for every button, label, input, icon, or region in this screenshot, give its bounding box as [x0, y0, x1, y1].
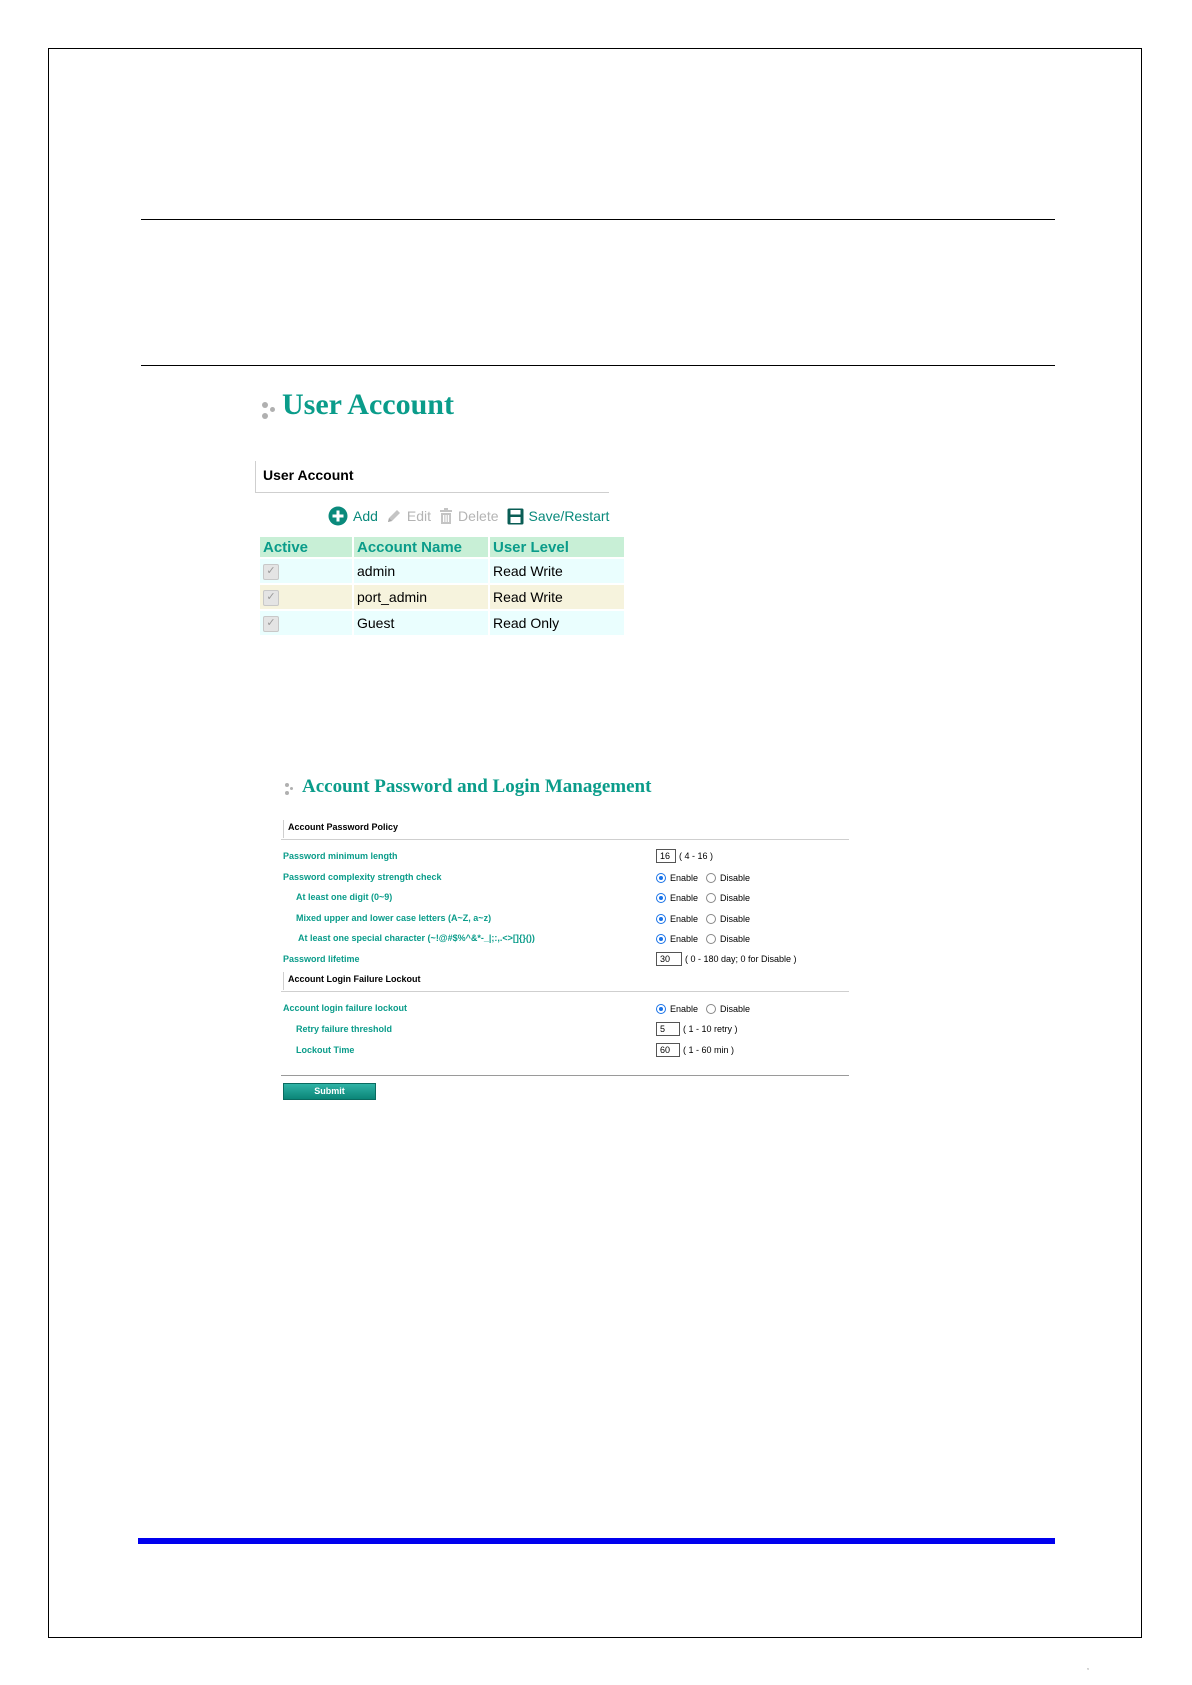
- column-header-active: Active: [260, 537, 352, 557]
- lifetime-label: Password lifetime: [283, 954, 360, 964]
- mixed-case-enable-radio[interactable]: [656, 914, 666, 924]
- page-title: User Account: [282, 388, 454, 421]
- section-heading-label: User Account: [263, 467, 354, 483]
- lockout-time-input[interactable]: 60: [656, 1043, 680, 1057]
- header-rule-bottom: [141, 365, 1055, 366]
- user-level-cell: Read Only: [490, 611, 624, 635]
- delete-button[interactable]: [439, 507, 498, 525]
- page-corner-mark: ,: [1087, 1664, 1089, 1671]
- lockout-heading-rule: [281, 991, 849, 992]
- plus-circle-icon: [328, 506, 348, 526]
- active-checkbox[interactable]: ✓: [263, 590, 279, 606]
- active-checkbox[interactable]: ✓: [263, 564, 279, 580]
- retry-label: Retry failure threshold: [296, 1024, 393, 1034]
- add-label: Add: [353, 508, 378, 524]
- lockout-disable-radio[interactable]: [706, 1004, 716, 1014]
- retry-input[interactable]: 5: [656, 1022, 680, 1036]
- lockout-time-hint: ( 1 - 60 min ): [683, 1045, 735, 1055]
- lifetime-control: [656, 951, 797, 967]
- disable-label: Disable: [720, 893, 751, 903]
- complexity-disable-radio[interactable]: [706, 873, 716, 883]
- column-header-account-name: Account Name: [354, 537, 488, 557]
- delete-label: Delete: [458, 508, 499, 524]
- password-mgmt-title: Account Password and Login Management: [302, 776, 652, 797]
- special-char-disable-radio[interactable]: [706, 934, 716, 944]
- enable-label: Enable: [670, 934, 699, 944]
- column-header-user-level: User Level: [490, 537, 624, 557]
- complexity-control: [656, 870, 758, 886]
- account-name-cell: port_admin: [354, 585, 488, 609]
- enable-label: Enable: [670, 1004, 699, 1014]
- page-frame: [48, 48, 1142, 1638]
- pencil-icon: [386, 508, 402, 524]
- submit-button[interactable]: Submit: [283, 1083, 376, 1100]
- table-row[interactable]: [260, 611, 624, 635]
- account-name-cell: admin: [354, 559, 488, 583]
- lockout-label: Account login failure lockout: [283, 1003, 408, 1013]
- lockout-time-label: Lockout Time: [296, 1045, 355, 1055]
- special-char-control: [656, 931, 758, 947]
- mixed-case-label: Mixed upper and lower case letters (A~Z, a~z): [296, 913, 492, 923]
- user-level-cell: Read Write: [490, 559, 624, 583]
- digit-control: [656, 890, 758, 906]
- floppy-disk-icon: [507, 508, 524, 525]
- retry-control: [656, 1021, 738, 1037]
- title-bullet-icon: [260, 400, 282, 422]
- table-row[interactable]: [260, 585, 624, 609]
- enable-label: Enable: [670, 873, 699, 883]
- footer-rule: [138, 1538, 1055, 1544]
- save-restart-button[interactable]: [507, 508, 610, 525]
- min-length-label: Password minimum length: [283, 851, 398, 861]
- save-restart-label: Save/Restart: [528, 508, 610, 524]
- min-length-hint: ( 4 - 16 ): [679, 851, 714, 861]
- lifetime-hint: ( 0 - 180 day; 0 for Disable ): [685, 954, 797, 964]
- disable-label: Disable: [720, 873, 751, 883]
- lockout-control: [656, 1001, 758, 1017]
- complexity-enable-radio[interactable]: [656, 873, 666, 883]
- disable-label: Disable: [720, 1004, 751, 1014]
- account-name-cell: Guest: [354, 611, 488, 635]
- enable-label: Enable: [670, 914, 699, 924]
- edit-label: Edit: [406, 508, 432, 524]
- lockout-enable-radio[interactable]: [656, 1004, 666, 1014]
- digit-label: At least one digit (0~9): [296, 892, 393, 902]
- account-table: [258, 535, 626, 637]
- policy-heading-rule: [281, 839, 849, 840]
- policy-heading: Account Password Policy: [283, 820, 398, 838]
- section-heading: [255, 461, 609, 493]
- title-bullet-icon: [284, 782, 298, 796]
- table-row[interactable]: [260, 559, 624, 583]
- toolbar: [328, 505, 617, 527]
- lockout-heading: Account Login Failure Lockout: [283, 972, 421, 990]
- header-rule-top: [141, 219, 1055, 220]
- lifetime-input[interactable]: 30: [656, 952, 682, 966]
- mixed-case-disable-radio[interactable]: [706, 914, 716, 924]
- disable-label: Disable: [720, 914, 751, 924]
- complexity-label: Password complexity strength check: [283, 872, 442, 882]
- enable-label: Enable: [670, 893, 699, 903]
- disable-label: Disable: [720, 934, 751, 944]
- user-level-cell: Read Write: [490, 585, 624, 609]
- special-char-enable-radio[interactable]: [656, 934, 666, 944]
- edit-button[interactable]: [386, 508, 431, 524]
- min-length-control: [656, 848, 713, 864]
- special-char-label: At least one special character (~!@#$%^&*-_|;:,.<>[]{}()): [298, 933, 535, 943]
- retry-hint: ( 1 - 10 retry ): [683, 1024, 738, 1034]
- digit-enable-radio[interactable]: [656, 893, 666, 903]
- form-bottom-rule: [281, 1075, 849, 1076]
- lockout-time-control: [656, 1042, 734, 1058]
- mixed-case-control: [656, 911, 758, 927]
- add-button[interactable]: [328, 506, 378, 526]
- min-length-input[interactable]: 16: [656, 849, 676, 863]
- trash-icon: [439, 507, 453, 525]
- digit-disable-radio[interactable]: [706, 893, 716, 903]
- active-checkbox[interactable]: ✓: [263, 616, 279, 632]
